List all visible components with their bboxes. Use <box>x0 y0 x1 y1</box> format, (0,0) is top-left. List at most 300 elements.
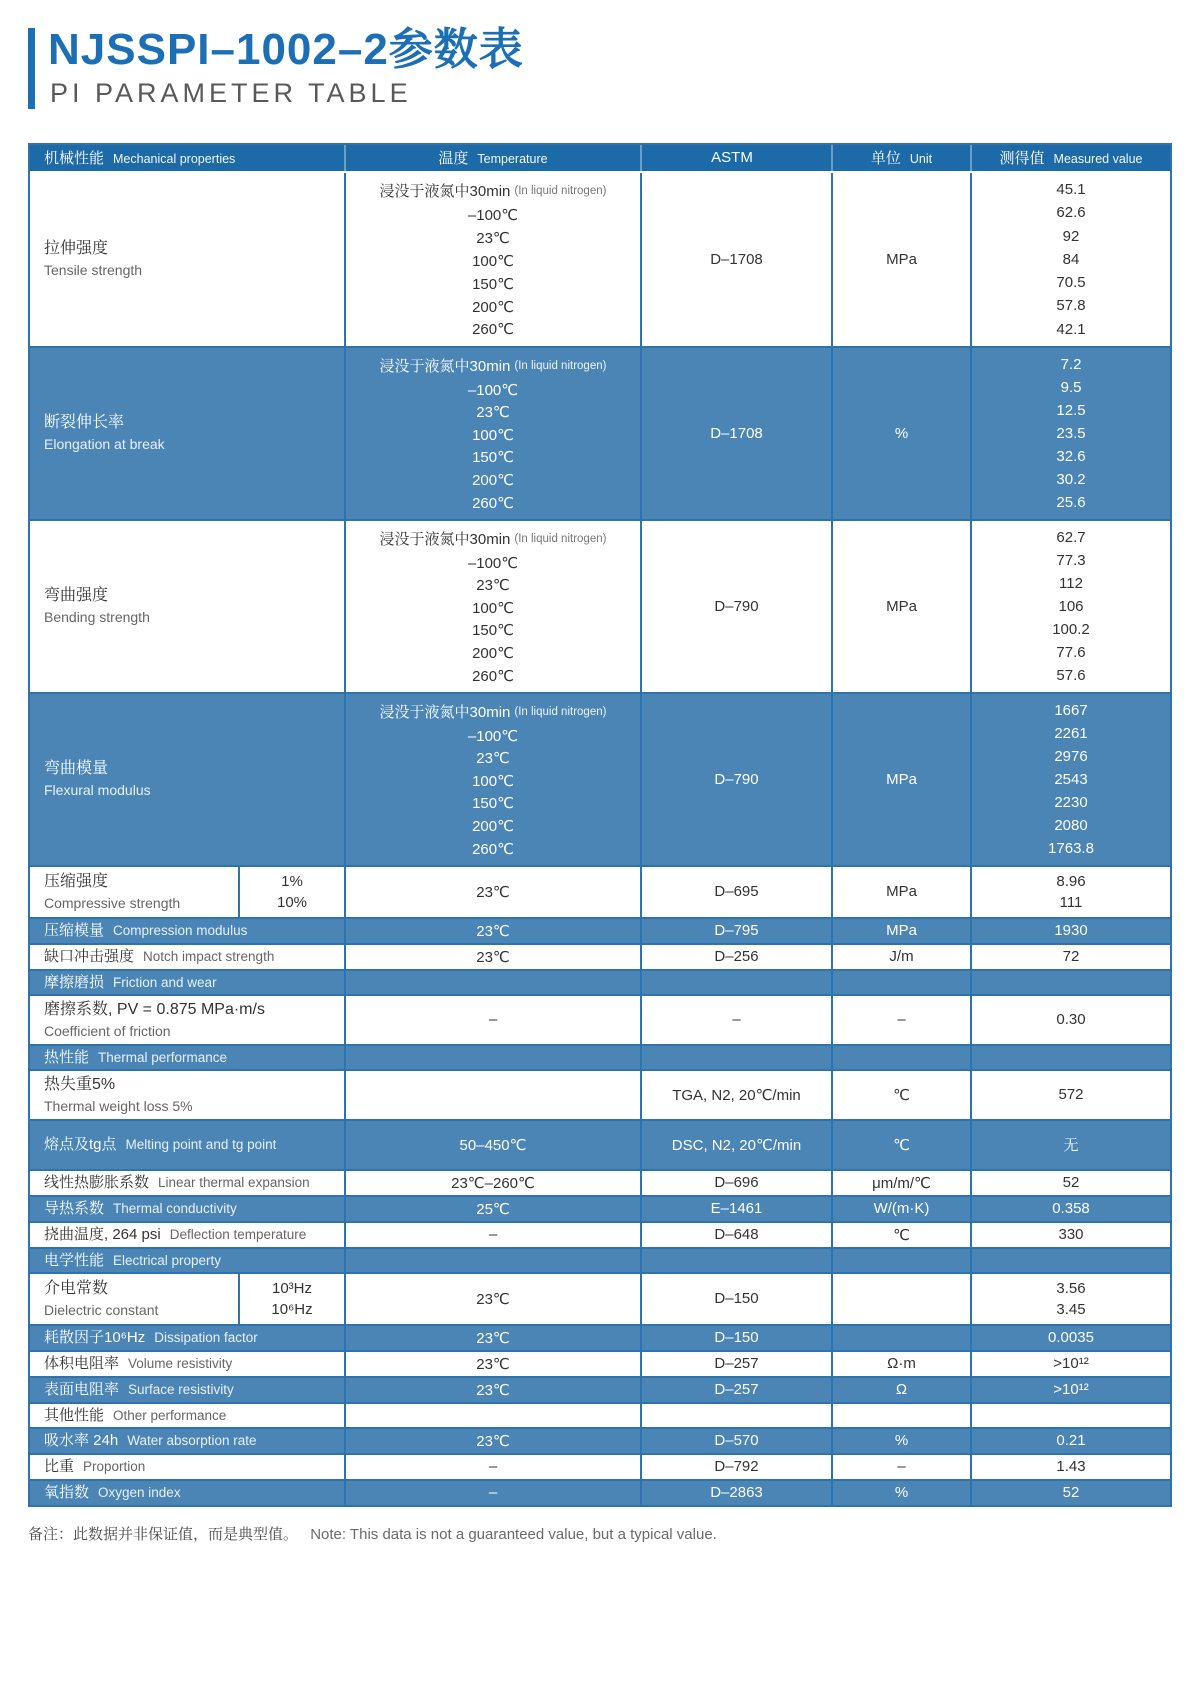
unit-cell <box>833 1481 972 1505</box>
unit-cell <box>833 1121 972 1169</box>
subcondition-label: 1% <box>281 872 303 890</box>
property-subconditions <box>238 1274 344 1324</box>
temperature-cell <box>346 1046 642 1069</box>
astm-cell <box>642 867 833 917</box>
temperature-line <box>472 448 514 466</box>
temperature-line <box>476 403 510 421</box>
property-cell <box>30 1171 346 1195</box>
property-name-zh: 压缩强度 <box>44 872 109 890</box>
property-cell <box>30 1455 346 1479</box>
subcondition-label: 10⁶Hz <box>271 1300 313 1318</box>
temperature-line <box>472 494 514 512</box>
measured-value: 106 <box>1058 597 1084 615</box>
parameter-table <box>28 143 1172 1507</box>
footnote <box>28 1523 1200 1544</box>
unit-cell <box>833 1249 972 1272</box>
temperature-value: –100℃ <box>467 207 519 225</box>
measured-value-cell <box>972 521 1170 692</box>
measured-value-cell <box>972 971 1170 994</box>
property-name-en: Proportion <box>83 1459 146 1475</box>
liquid-nitrogen-note: (In liquid nitrogen) <box>514 705 607 718</box>
temperature-value: 260℃ <box>472 321 514 339</box>
temperature-line <box>472 471 514 489</box>
unit-value: ℃ <box>893 1226 910 1244</box>
unit-value: MPa <box>886 922 917 940</box>
unit-value: W/(m·K) <box>873 1200 930 1218</box>
property-name-zh: 介电常数 <box>44 1279 109 1297</box>
astm-value: TGA, N2, 20℃/min <box>672 1086 801 1104</box>
header-zh-label: 温度 <box>438 150 469 168</box>
measured-value-cell <box>972 919 1170 943</box>
property-name-zh: 热性能 <box>44 1048 90 1066</box>
property-name-en: Electrical property <box>113 1252 222 1268</box>
astm-value: DSC, N2, 20℃/min <box>671 1136 802 1154</box>
measured-value: 25.6 <box>1056 493 1086 511</box>
property-name-zh: 其他性能 <box>44 1406 105 1424</box>
property-name <box>44 947 274 967</box>
temperature-line <box>380 701 607 722</box>
measured-value: 42.1 <box>1056 320 1086 338</box>
measured-value: 12.5 <box>1056 401 1086 419</box>
temperature-cell <box>346 1378 642 1402</box>
temperature-value: – <box>488 1226 498 1244</box>
property-cell <box>30 348 346 519</box>
measured-value: 2080 <box>1054 816 1088 834</box>
property-name <box>44 1380 234 1400</box>
unit-cell <box>833 521 972 692</box>
temperature-line <box>472 794 514 812</box>
temperature-cell <box>346 1171 642 1195</box>
table-row <box>30 1324 1170 1350</box>
unit-value: ℃ <box>893 1136 910 1154</box>
table-row <box>30 1119 1170 1169</box>
property-cell <box>30 521 346 692</box>
property-name-zh: 导热系数 <box>44 1200 105 1218</box>
measured-value: 2543 <box>1054 770 1088 788</box>
unit-cell <box>833 1326 972 1350</box>
page-subtitle: PI PARAMETER TABLE <box>50 77 412 108</box>
measured-value-cell <box>972 1481 1170 1505</box>
property-name-en: Coefficient of friction <box>44 1022 171 1039</box>
measured-value: 112 <box>1059 574 1083 592</box>
astm-cell <box>642 996 833 1044</box>
temperature-value: 23℃ <box>476 1329 510 1347</box>
table-row <box>30 1402 1170 1427</box>
temperature-value: 23℃ <box>476 404 510 422</box>
astm-value: D–790 <box>714 770 759 788</box>
property-name-en: Oxygen index <box>98 1485 181 1501</box>
unit-cell <box>833 348 972 519</box>
unit-cell <box>833 867 972 917</box>
temperature-value: 150℃ <box>472 449 514 467</box>
property-cell <box>30 867 346 917</box>
unit-cell <box>833 1274 972 1324</box>
temperature-cell <box>346 694 642 865</box>
unit-cell <box>833 945 972 969</box>
property-name-en: Compression modulus <box>113 923 248 939</box>
property-name-zh: 吸水率 24h <box>44 1432 119 1450</box>
property-name <box>44 1048 227 1068</box>
temperature-value: 150℃ <box>472 622 514 640</box>
measured-value: 572 <box>1058 1086 1084 1104</box>
temperature-value: – <box>488 1011 498 1029</box>
measured-value-cell <box>972 1223 1170 1247</box>
temperature-value: 200℃ <box>472 471 514 489</box>
unit-cell <box>833 1223 972 1247</box>
temperature-value: 23℃ <box>476 577 510 595</box>
temperature-value: 260℃ <box>472 494 514 512</box>
property-name <box>44 1457 145 1477</box>
astm-cell <box>642 971 833 994</box>
property-name-zh: 表面电阻率 <box>44 1381 120 1399</box>
astm-cell <box>642 1326 833 1350</box>
temperature-cell <box>346 1071 642 1119</box>
temperature-cell <box>346 996 642 1044</box>
astm-cell <box>642 1352 833 1376</box>
astm-value: D–257 <box>714 1381 759 1399</box>
astm-cell <box>642 694 833 865</box>
unit-value: % <box>894 1484 909 1502</box>
subcondition-label: 10³Hz <box>271 1279 312 1297</box>
astm-cell <box>642 1197 833 1221</box>
header-cell-mechanical-properties <box>30 145 346 171</box>
liquid-nitrogen-note: (In liquid nitrogen) <box>514 532 607 545</box>
temperature-line <box>472 772 514 790</box>
property-name <box>44 1199 237 1219</box>
temperature-value: 23℃ <box>476 750 510 768</box>
astm-value: D–696 <box>714 1174 759 1192</box>
temperature-line <box>472 599 514 617</box>
property-name-zh: 缺口冲击强度 <box>44 948 135 966</box>
astm-value: D–695 <box>714 883 759 901</box>
astm-cell <box>642 1455 833 1479</box>
table-row <box>30 1069 1170 1119</box>
property-name <box>44 1483 181 1503</box>
astm-cell <box>642 1274 833 1324</box>
header-zh-label: ASTM <box>711 149 753 167</box>
measured-value: 7.2 <box>1060 355 1082 373</box>
property-cell <box>30 1378 346 1402</box>
measured-value: 0.0035 <box>1048 1329 1094 1347</box>
header-cell-astm <box>642 145 833 171</box>
measured-value: 77.3 <box>1056 551 1086 569</box>
temperature-value: 23℃ <box>476 229 510 247</box>
header-en-label: Measured value <box>1053 152 1143 167</box>
temperature-value: – <box>488 1458 498 1476</box>
measured-value: 30.2 <box>1056 470 1086 488</box>
temperature-cell <box>346 1455 642 1479</box>
table-row <box>30 917 1170 943</box>
temperature-value: 200℃ <box>472 298 514 316</box>
table-row <box>30 1221 1170 1247</box>
property-name-zh: 热失重5% <box>44 1075 116 1093</box>
temperature-value: 23℃ <box>476 883 510 901</box>
header-cell-measured-value <box>972 145 1170 171</box>
property-name-zh: 摩擦磨损 <box>44 973 105 991</box>
property-cell <box>30 971 346 994</box>
temperature-line <box>380 528 607 549</box>
measured-value: 2230 <box>1054 793 1088 811</box>
temperature-value: 150℃ <box>472 275 514 293</box>
temperature-cell <box>346 1121 642 1169</box>
astm-value: D–1708 <box>710 250 763 268</box>
property-cell <box>30 996 346 1044</box>
measured-value-cell <box>972 945 1170 969</box>
temperature-line <box>472 667 514 685</box>
measured-value-cell <box>972 1046 1170 1069</box>
measured-value: 62.7 <box>1056 528 1086 546</box>
temperature-cell <box>346 945 642 969</box>
temperature-line <box>472 817 514 835</box>
measured-value: 70.5 <box>1056 274 1086 292</box>
measured-value: 2976 <box>1054 747 1088 765</box>
page-header <box>28 25 1200 109</box>
astm-cell <box>642 945 833 969</box>
property-cell <box>30 1121 346 1169</box>
unit-cell <box>833 694 972 865</box>
measured-value-cell <box>972 1326 1170 1350</box>
temperature-value: 23℃ <box>476 1432 510 1450</box>
measured-value-cell <box>972 1197 1170 1221</box>
measured-value: 92 <box>1062 227 1080 245</box>
unit-value: % <box>894 424 909 442</box>
temperature-line <box>472 320 514 338</box>
property-name <box>44 973 217 993</box>
unit-value: – <box>897 1458 906 1476</box>
astm-cell <box>642 1378 833 1402</box>
temperature-cell <box>346 1429 642 1453</box>
measured-value: 45.1 <box>1056 181 1086 199</box>
astm-value: D–257 <box>714 1355 759 1373</box>
property-name-zh: 磨擦系数, PV = 0.875 MPa·m/s <box>44 1000 265 1018</box>
measured-value: 57.6 <box>1056 666 1086 684</box>
header-zh-label: 测得值 <box>999 150 1045 168</box>
temperature-cell <box>346 521 642 692</box>
measured-value-cell <box>972 348 1170 519</box>
temperature-cell <box>346 173 642 346</box>
property-name-en: Compressive strength <box>44 894 181 911</box>
property-name <box>44 1251 221 1271</box>
temperature-line <box>468 381 518 399</box>
table-row <box>30 692 1170 865</box>
measured-value-cell <box>972 1404 1170 1427</box>
temperature-value: 浸没于液氮中30min <box>379 704 511 722</box>
temperature-value: 100℃ <box>472 426 514 444</box>
property-name-en: Melting point and tg point <box>125 1137 277 1153</box>
unit-value: μm/m/℃ <box>872 1174 931 1192</box>
unit-cell <box>833 1071 972 1119</box>
property-cell <box>30 1274 346 1324</box>
property-name <box>44 1328 258 1348</box>
property-cell <box>30 1223 346 1247</box>
property-cell <box>30 1481 346 1505</box>
temperature-value: – <box>488 1484 498 1502</box>
unit-cell <box>833 1455 972 1479</box>
header-en-label: Temperature <box>477 152 548 167</box>
astm-value: D–792 <box>714 1458 759 1476</box>
header-en-label: Unit <box>909 152 933 167</box>
temperature-value: 23℃–260℃ <box>451 1174 535 1192</box>
property-name-zh: 线性热膨胀系数 <box>44 1174 150 1192</box>
table-row <box>30 1044 1170 1069</box>
measured-value: 0.358 <box>1052 1200 1090 1218</box>
table-row <box>30 1247 1170 1272</box>
astm-cell <box>642 1121 833 1169</box>
title-accent-bar <box>28 28 35 109</box>
property-name <box>44 1225 306 1245</box>
table-row <box>30 1427 1170 1453</box>
table-row <box>30 865 1170 917</box>
unit-cell <box>833 173 972 346</box>
table-row <box>30 346 1170 519</box>
astm-value: D–1708 <box>710 424 763 442</box>
measured-value: 8.96 <box>1056 872 1086 890</box>
unit-value: ℃ <box>893 1086 910 1104</box>
measured-value: 1.43 <box>1056 1458 1086 1476</box>
measured-value: 2261 <box>1054 724 1088 742</box>
header-label <box>871 147 932 168</box>
property-name-zh: 体积电阻率 <box>44 1355 120 1373</box>
temperature-cell <box>346 1404 642 1427</box>
header-label <box>438 147 547 168</box>
property-cell <box>30 1071 346 1119</box>
temperature-line <box>472 426 514 444</box>
temperature-value: 浸没于液氮中30min <box>379 358 511 376</box>
property-cell <box>30 1352 346 1376</box>
measured-value: 0.30 <box>1056 1011 1086 1029</box>
property-name-zh: 电学性能 <box>44 1251 105 1269</box>
measured-value-cell <box>972 1274 1170 1324</box>
temperature-line <box>476 229 510 247</box>
table-row <box>30 1479 1170 1505</box>
astm-value: D–256 <box>714 948 759 966</box>
temperature-line <box>380 355 607 376</box>
temperature-value: 25℃ <box>476 1200 510 1218</box>
temperature-line <box>472 621 514 639</box>
temperature-line <box>476 576 510 594</box>
unit-value: – <box>897 1011 906 1029</box>
header-cell-unit <box>833 145 972 171</box>
table-row <box>30 969 1170 994</box>
property-name <box>44 1431 257 1451</box>
astm-value: D–648 <box>714 1226 759 1244</box>
measured-value-cell <box>972 1071 1170 1119</box>
header-label <box>1000 147 1143 168</box>
measured-value-cell <box>972 867 1170 917</box>
property-name-zh: 挠曲温度, 264 psi <box>44 1226 161 1244</box>
astm-cell <box>642 1429 833 1453</box>
unit-cell <box>833 1197 972 1221</box>
header-label <box>44 147 235 168</box>
astm-value: E–1461 <box>710 1200 763 1218</box>
measured-value: 52 <box>1062 1174 1080 1192</box>
page-title: NJSSPI–1002–2参数表 <box>48 25 524 74</box>
property-name-en: Flexural modulus <box>44 782 151 799</box>
astm-value: D–150 <box>714 1290 759 1308</box>
unit-cell <box>833 1429 972 1453</box>
header-en-label: Mechanical properties <box>113 152 236 167</box>
temperature-value: 200℃ <box>472 817 514 835</box>
property-cell <box>30 1046 346 1069</box>
property-name <box>44 1406 226 1426</box>
unit-value: MPa <box>886 883 917 901</box>
property-name-zh: 断裂伸长率 <box>44 414 125 432</box>
property-name-en: Thermal conductivity <box>113 1201 237 1217</box>
temperature-cell <box>346 971 642 994</box>
temperature-value: 23℃ <box>476 948 510 966</box>
table-row <box>30 173 1170 346</box>
property-name-en: Other performance <box>113 1407 227 1423</box>
temperature-line <box>468 727 518 745</box>
temperature-value: 50–450℃ <box>459 1136 527 1154</box>
measured-value: >10¹² <box>1053 1381 1089 1399</box>
astm-cell <box>642 1481 833 1505</box>
measured-value: >10¹² <box>1053 1355 1089 1373</box>
temperature-cell <box>346 1249 642 1272</box>
header-zh-label: 机械性能 <box>44 150 105 168</box>
unit-value: Ω <box>895 1381 908 1399</box>
temperature-value: 23℃ <box>476 1355 510 1373</box>
measured-value: 1667 <box>1054 701 1088 719</box>
measured-value-cell <box>972 1171 1170 1195</box>
astm-value: D–570 <box>714 1432 759 1450</box>
measured-value-cell <box>972 1378 1170 1402</box>
property-name-en: Bending strength <box>44 609 150 626</box>
measured-value: 57.8 <box>1056 297 1086 315</box>
temperature-line <box>472 275 514 293</box>
property-name <box>44 1173 310 1193</box>
measured-value: 52 <box>1062 1484 1080 1502</box>
header-label <box>711 149 762 166</box>
property-cell <box>30 919 346 943</box>
table-row <box>30 519 1170 692</box>
property-name-en: Thermal weight loss 5% <box>44 1097 193 1114</box>
property-name <box>44 1135 276 1155</box>
temperature-cell <box>346 348 642 519</box>
unit-cell <box>833 1378 972 1402</box>
temperature-cell <box>346 1352 642 1376</box>
temperature-line <box>476 749 510 767</box>
temperature-value: –100℃ <box>467 381 519 399</box>
measured-value: 84 <box>1062 250 1080 268</box>
title-block <box>48 25 524 109</box>
property-cell <box>30 173 346 346</box>
astm-cell <box>642 1171 833 1195</box>
property-name-zh: 熔点及tg点 <box>44 1136 117 1154</box>
temperature-line <box>468 554 518 572</box>
footnote-en: Note: This data is not a guaranteed value, but a typical value. <box>310 1525 717 1543</box>
datasheet-page <box>0 25 1200 1544</box>
table-body <box>30 173 1170 1505</box>
property-name-en: Surface resistivity <box>128 1382 234 1398</box>
table-row <box>30 1195 1170 1221</box>
measured-value-cell <box>972 173 1170 346</box>
property-name-en: Deflection temperature <box>169 1227 307 1243</box>
table-row <box>30 1350 1170 1376</box>
measured-value: 9.5 <box>1060 378 1082 396</box>
property-cell <box>30 1249 346 1272</box>
liquid-nitrogen-note: (In liquid nitrogen) <box>514 184 607 197</box>
table-row <box>30 943 1170 969</box>
unit-value: J/m <box>889 948 914 966</box>
astm-value: – <box>732 1011 741 1029</box>
measured-value: 0.21 <box>1056 1432 1086 1450</box>
measured-value: 100.2 <box>1052 620 1090 638</box>
temperature-value: 浸没于液氮中30min <box>379 183 511 201</box>
temperature-value: –100℃ <box>467 727 519 745</box>
temperature-value: 100℃ <box>472 252 514 270</box>
unit-value: % <box>894 1432 909 1450</box>
